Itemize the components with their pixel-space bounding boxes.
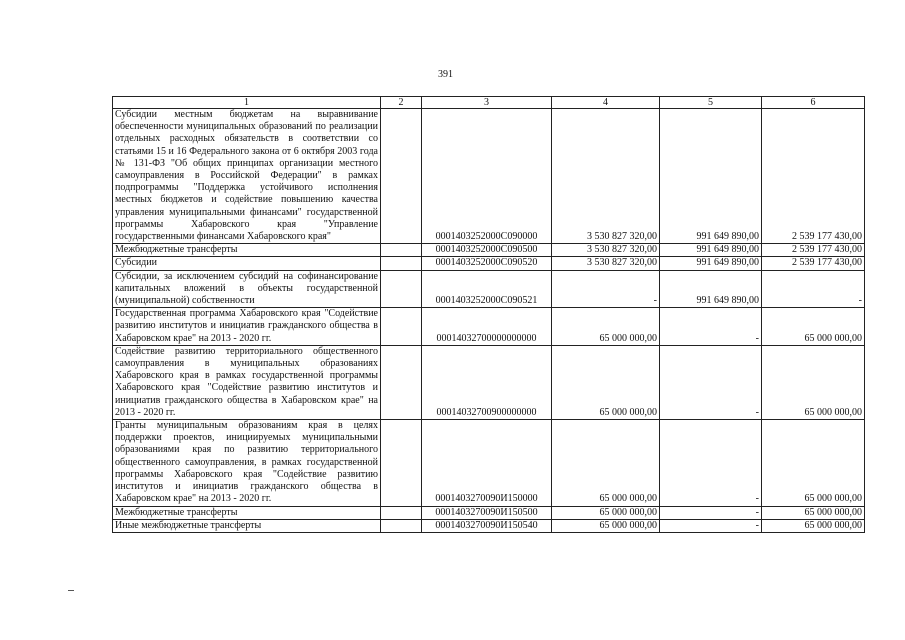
row-col2 — [381, 345, 422, 419]
table-row — [113, 257, 865, 270]
row-code: 0001403252000С090000 — [422, 109, 552, 244]
row-col2 — [381, 308, 422, 346]
row-col2 — [381, 270, 422, 308]
table-row — [113, 308, 865, 346]
row-col2 — [381, 420, 422, 506]
table-row — [113, 109, 865, 244]
row-col2 — [381, 244, 422, 257]
margin-mark — [68, 590, 74, 591]
row-col2 — [381, 519, 422, 532]
row-value-4: 3 530 827 320,00 — [552, 257, 660, 270]
row-name: Государственная программа Хабаровского края "Содействие развитию институтов и инициатив гражданского общества в Хабаровском крае" на 2013 - 2020 гг. — [113, 308, 381, 346]
row-value-4: 65 000 000,00 — [552, 308, 660, 346]
row-value-5: 991 649 890,00 — [660, 270, 762, 308]
row-value-4: - — [552, 270, 660, 308]
row-name: Межбюджетные трансферты — [113, 506, 381, 519]
row-value-4: 65 000 000,00 — [552, 506, 660, 519]
row-value-6: - — [762, 270, 865, 308]
table-header-row — [113, 97, 865, 109]
row-code: 00014032700900000000 — [422, 345, 552, 419]
row-value-5: - — [660, 345, 762, 419]
page-number: 391 — [438, 69, 453, 80]
row-col2 — [381, 109, 422, 244]
table-row — [113, 270, 865, 308]
row-value-4: 65 000 000,00 — [552, 345, 660, 419]
budget-table — [112, 96, 865, 533]
row-value-5: - — [660, 308, 762, 346]
row-code: 0001403252000С090521 — [422, 270, 552, 308]
table-row — [113, 345, 865, 419]
row-value-4: 3 530 827 320,00 — [552, 244, 660, 257]
row-value-6: 2 539 177 430,00 — [762, 109, 865, 244]
row-code: 0001403252000С090500 — [422, 244, 552, 257]
column-header-6: 6 — [762, 97, 865, 109]
row-code: 0001403270090И150540 — [422, 519, 552, 532]
row-value-6: 65 000 000,00 — [762, 420, 865, 506]
row-value-4: 3 530 827 320,00 — [552, 109, 660, 244]
row-name: Иные межбюджетные трансферты — [113, 519, 381, 532]
row-value-5: - — [660, 420, 762, 506]
row-value-6: 65 000 000,00 — [762, 506, 865, 519]
row-value-5: 991 649 890,00 — [660, 257, 762, 270]
row-code: 0001403270090И150000 — [422, 420, 552, 506]
row-name: Содействие развитию территориального общественного самоуправления в муниципальных образованиях Хабаровского края в рамках государственной программы Хабаровского края "Содействие развитию институтов и инициатив гражданского общества в Хабаровском крае" на 2013 - 2020 гг. — [113, 345, 381, 419]
row-name: Гранты муниципальным образованиям края в целях поддержки проектов, инициируемых муниципальными образованиями края по развитию территориального общественного самоуправления, в рамках государственной программы Хабаровского края "Содействие развитию институтов и инициатив гражданского общества в Хабаровском крае" на 2013 - 2020 гг. — [113, 420, 381, 506]
column-header-2: 2 — [381, 97, 422, 109]
row-name: Субсидии, за исключением субсидий на софинансирование капитальных вложений в объекты государственной (муниципальной) собственности — [113, 270, 381, 308]
row-code: 0001403252000С090520 — [422, 257, 552, 270]
column-header-1: 1 — [113, 97, 381, 109]
table-row — [113, 244, 865, 257]
row-value-6: 2 539 177 430,00 — [762, 244, 865, 257]
column-header-5: 5 — [660, 97, 762, 109]
row-col2 — [381, 257, 422, 270]
column-header-3: 3 — [422, 97, 552, 109]
row-value-5: - — [660, 506, 762, 519]
row-value-5: 991 649 890,00 — [660, 109, 762, 244]
table-row — [113, 506, 865, 519]
row-code: 0001403270090И150500 — [422, 506, 552, 519]
table-row — [113, 420, 865, 506]
row-name: Субсидии местным бюджетам на выравнивание обеспеченности муниципальных образований по реализации отдельных расходных обязательств в соответствии со статьями 15 и 16 Федерального закона от 6 октября 2003 года № 131-ФЗ "Об общих принципах организации местного самоуправления в Российской Федерации" в рамках подпрограммы "Поддержка устойчивого исполнения местных бюджетов и содействие повышению качества управления муниципальными финансами" государственной программы Хабаровского края "Управление государственными финансами Хабаровского края" — [113, 109, 381, 244]
row-name: Межбюджетные трансферты — [113, 244, 381, 257]
row-value-4: 65 000 000,00 — [552, 420, 660, 506]
row-code: 00014032700000000000 — [422, 308, 552, 346]
column-header-4: 4 — [552, 97, 660, 109]
table-row — [113, 519, 865, 532]
row-value-6: 65 000 000,00 — [762, 308, 865, 346]
row-name: Субсидии — [113, 257, 381, 270]
row-value-5: 991 649 890,00 — [660, 244, 762, 257]
row-value-5: - — [660, 519, 762, 532]
row-value-6: 65 000 000,00 — [762, 519, 865, 532]
row-col2 — [381, 506, 422, 519]
row-value-6: 2 539 177 430,00 — [762, 257, 865, 270]
row-value-4: 65 000 000,00 — [552, 519, 660, 532]
row-value-6: 65 000 000,00 — [762, 345, 865, 419]
